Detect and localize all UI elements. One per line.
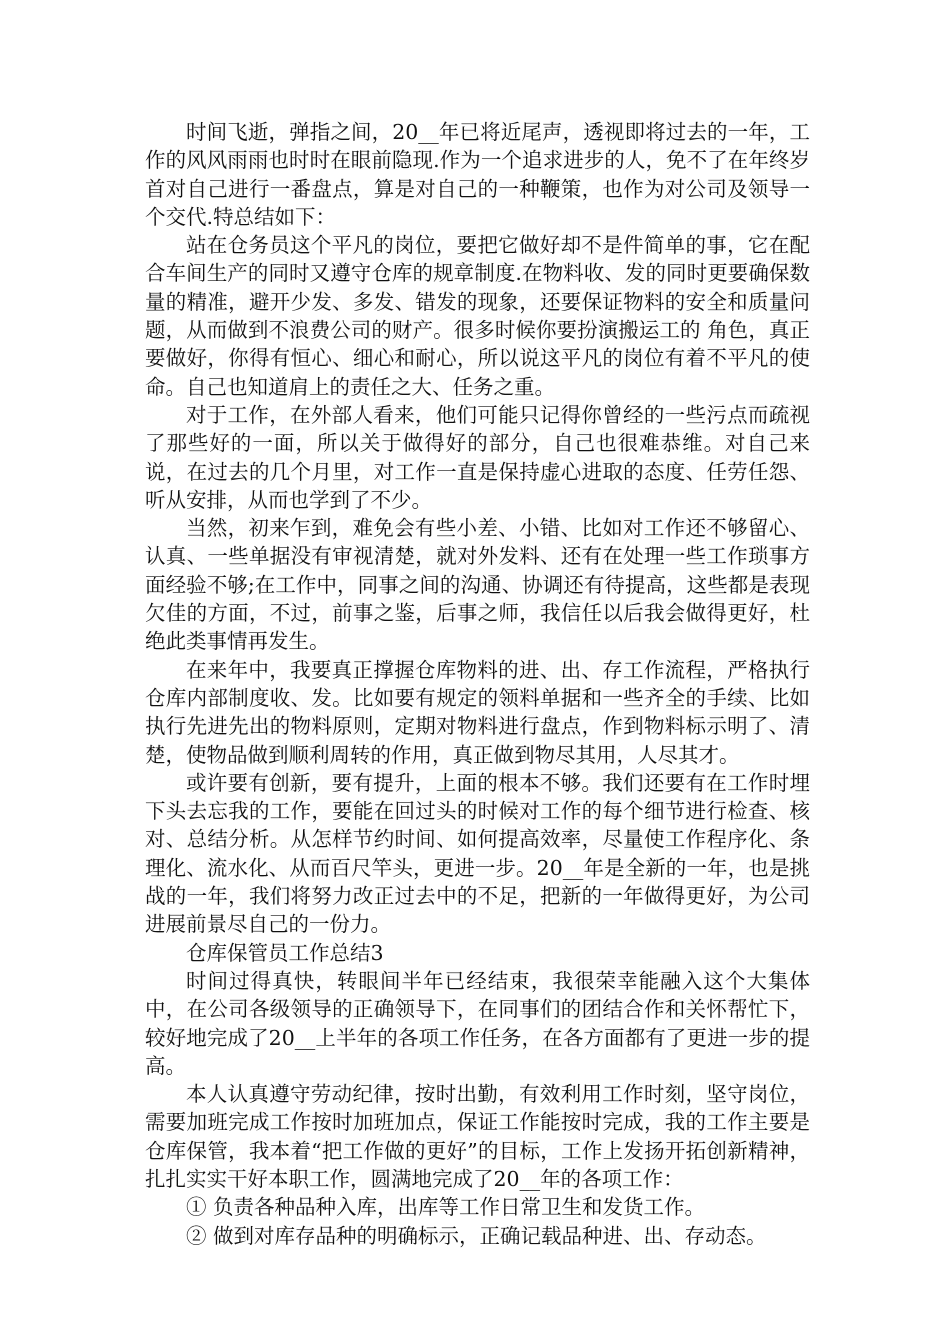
section-heading: 仓库保管员工作总结3 — [186, 940, 384, 965]
paragraph-discipline: 本人认真遵守劳动纪律，按时出勤，有效利用工作时刻，坚守岗位，需要加班完成工作按时加班加点，保证工作能按时完成，我的工作主要是仓库保管，我本着“把工作做的更好”的目标，工作上发扬开拓创新精神，扎扎实实干好本职工作，圆满地完成了20__年的各项工作： — [145, 1082, 810, 1191]
paragraph-outside-view: 对于工作，在外部人看来，他们可能只记得你曾经的一些污点而疏视了那些好的一面，所以关于做得好的部分，自己也很难恭维。对自己来说，在过去的几个月里，对工作一直是保持虚心进取的态度、任劳任怨、听从安排，从而也学到了不少。 — [145, 402, 810, 512]
list-item-inbound: ① 负责各种品种入库，出库等工作日常卫生和发货工作。 — [186, 1195, 706, 1220]
paragraph-innovation: 或许要有创新，要有提升，上面的根本不够。我们还要有在工作时埋下头去忘我的工作，要能在回过头的时候对工作的每个细节进行检查、核对、总结分析。从怎样节约时间、如何提高效率，尽量使工作程序化、条理化、流水化、从而百尺竿头，更进一步。20__年是全新的一年，也是挑战的一年，我们将努力改正过去中的不足，把新的一年做得更好，为公司进展前景尽自己的一份力。 — [145, 770, 810, 937]
paragraph-intro: 时间飞逝，弹指之间，20__年已将近尾声，透视即将过去的一年，工作的风风雨雨也时时在眼前隐现.作为一个追求进步的人，免不了在年终岁首对自己进行一番盘点，算是对自己的一种鞭策，也作为对公司及领导一个交代.特总结如下： — [145, 120, 810, 229]
paragraph-next-year: 在来年中，我要真正撑握仓库物料的进、出、存工作流程，严格执行仓库内部制度收、发。比如要有规定的领料单据和一些齐全的手续、比如执行先进先出的物料原则，定期对物料进行盘点，作到物料标示明了、清楚，使物品做到顺利周转的作用，真正做到物尽其用，人尽其才。 — [145, 657, 810, 767]
paragraph-position: 站在仓务员这个平凡的岗位，要把它做好却不是件简单的事，它在配合车间生产的同时又遵守仓库的规章制度.在物料收、发的同时更要确保数量的精准，避开少发、多发、错发的现象，还要保证物料的安全和质量问题，从而做到不浪费公司的财产。很多时候你要扮演搬运工的 角色，真正要做好，你得有恒心、细心和耐心，所以说这平凡的岗位有着不平凡的使命。自己也知道肩上的责任之大、任务之重。 — [145, 233, 810, 399]
list-item-labeling: ② 做到对库存品种的明确标示，正确记载品种进、出、存动态。 — [186, 1223, 767, 1248]
document-page — [145, 118, 810, 1250]
paragraph-shortcomings: 当然，初来乍到，难免会有些小差、小错、比如对工作还不够留心、认真、一些单据没有审视清楚，就对外发料、还有在处理一些工作琐事方面经验不够;在工作中，同事之间的沟通、协调还有待提高，这些都是表现欠佳的方面，不过，前事之鉴，后事之师，我信任以后我会做得更好，杜绝此类事情再发生。 — [145, 516, 810, 654]
paragraph-half-year: 时间过得真快，转眼间半年已经结束，我很荣幸能融入这个大集体中，在公司各级领导的正确领导下，在同事们的团结合作和关怀帮忙下，较好地完成了20__上半年的各项工作任务，在各方面都有了更进一步的提高。 — [145, 968, 810, 1078]
